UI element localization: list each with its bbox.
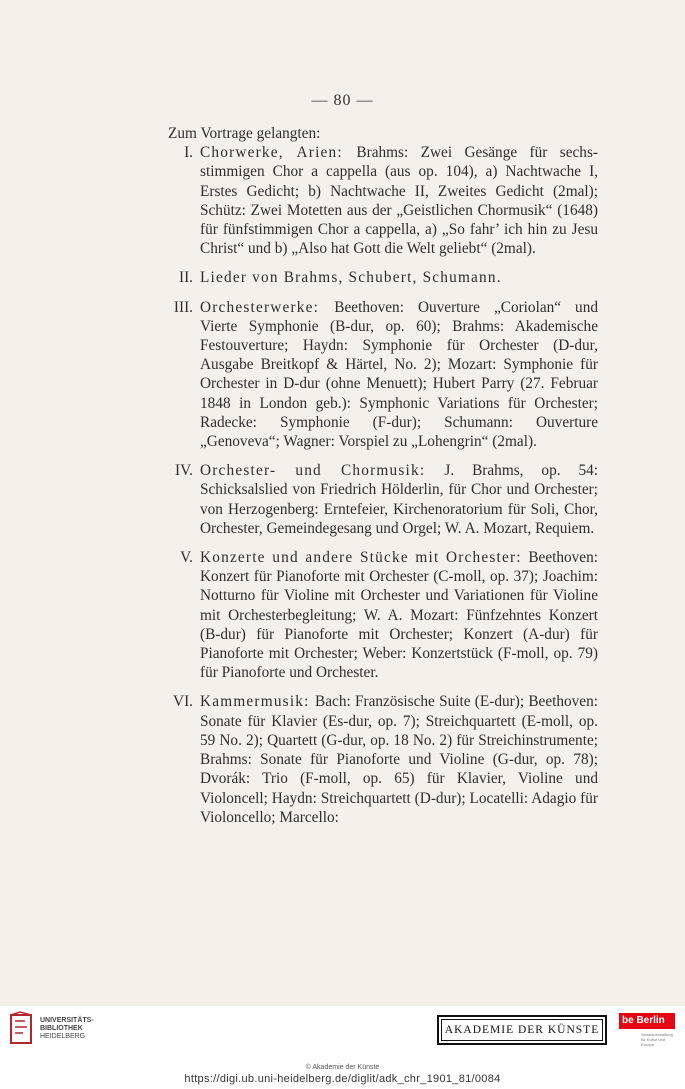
section-numeral: IV. bbox=[175, 462, 193, 480]
section-entry bbox=[140, 461, 598, 538]
intro-line: Zum Vortrage gelangten: bbox=[168, 125, 321, 142]
berlin-sub-label: Senatsverwaltung für Kultur und Europa bbox=[641, 1032, 673, 1047]
section-body: Beethoven: Ouverture „Coriolan“ und Vierte Symphonie (B-dur, op. 60); Brahms: Akademische Festouverture; Haydn: Symphonie für Orchester (D-dur, Ausgabe Breitkopf & Härtel, No. 2); Mozart: Symphonie für Orchester in D-dur (ohne Menuett); Hubert Parry (27. Februar 1848 in London geb.): Symphonic Variations für Orchester; Radecke: Symphonie (F-dur); Schumann: Ouverture „Genoveva“; Wagner: Vorspiel zu „Lohengrin“ (2mal). bbox=[200, 298, 598, 451]
berlin-senate-logo[interactable] bbox=[619, 1013, 675, 1049]
section-heading: Kammermusik: bbox=[200, 693, 316, 711]
section-entry bbox=[140, 268, 598, 287]
section-entry bbox=[140, 298, 598, 452]
section-numeral: III. bbox=[173, 298, 193, 316]
section-body: Brahms: Zwei Gesänge für sechs-stimmigen Chor a cappella (aus op. 104), a) Nachtwache I, Erstes Gedicht; b) Nachtwache II, Zweites Gedicht (2mal); Schütz: Zwei Motetten aus der „Geistlichen Chormusik“ (1648) für fünfstimmigen Chor a cappella, a) „So fahr’ ich hin zu Jesu Christ“ und b) „Also hat Gott die Welt geliebt“ (2mal). bbox=[200, 144, 598, 258]
section-entry bbox=[140, 143, 598, 258]
university-library-name[interactable] bbox=[40, 1017, 94, 1041]
section-heading: Chorwerke, Arien: bbox=[200, 144, 357, 162]
section-numeral: VI. bbox=[173, 693, 193, 711]
ub-name-line: UNIVERSITÄTS- bbox=[40, 1017, 94, 1024]
page-number: — 80 — bbox=[311, 92, 374, 109]
section-numeral: I. bbox=[184, 144, 193, 162]
copyright-notice: © Akademie der Künste bbox=[305, 1064, 380, 1071]
adk-label: AKADEMIE DER KÜNSTE bbox=[441, 1019, 603, 1041]
university-library-logo-icon[interactable] bbox=[8, 1011, 38, 1047]
akademie-der-kuenste-logo[interactable] bbox=[437, 1015, 607, 1045]
section-entry bbox=[140, 548, 598, 682]
section-heading: Lieder von Brahms, Schubert, Schumann. bbox=[200, 269, 502, 287]
ub-name-line: HEIDELBERG bbox=[40, 1033, 86, 1040]
section-numeral: V. bbox=[180, 549, 193, 567]
section-numeral: II. bbox=[178, 269, 193, 287]
permalink-url[interactable]: https://digi.ub.uni-heidelberg.de/diglit/adk_chr_1901_81/0084 bbox=[184, 1073, 501, 1085]
section-heading: Orchester- und Chormusik: bbox=[200, 462, 445, 480]
section-body: Beethoven: Konzert für Pianoforte mit Orchester (C-moll, op. 37); Joachim: Notturno für Violine mit Orchester und Variationen für Violine mit Orchesterbegleitung; W. A. Mozart: Fünfzehntes Konzert (B-dur) für Pianoforte mit Orchester; Konzert (A-dur) für Pianoforte mit Orchester; Weber: Konzertstück (F-moll, op. 79) für Pianoforte und Orchester. bbox=[200, 549, 598, 682]
berlin-label: be Berlin bbox=[619, 1013, 675, 1029]
section-entry bbox=[140, 692, 598, 826]
section-body: Bach: Französische Suite (E-dur); Beethoven: Sonate für Klavier (Es-dur, op. 7); Streichquartett (E-moll, op. 59 No. 2); Quartett (G-dur, op. 18 No. 2) für Streichinstrumente; Brahms: Sonate für Pianoforte und Violine (G-dur, op. 78); Dvorák: Trio (F-moll, op. 65) für Klavier, Violine und Violoncell; Haydn: Streichquartett (D-dur); Locatelli: Adagio für Violoncello; Marcello: bbox=[200, 693, 598, 826]
section-list bbox=[140, 143, 598, 827]
section-body: J. Brahms, op. 54: Schicksalslied von Friedrich Hölderlin, für Chor und Orchester; von Herzogenberg: Erntefeier, Kirchenoratorium für Soli, Chor, Orchester, Gemeindegesang und Orgel; W. A. Mozart, Requiem. bbox=[200, 462, 598, 537]
section-heading: Konzerte und andere Stücke mit Orchester: bbox=[200, 549, 529, 567]
ub-name-line: BIBLIOTHEK bbox=[40, 1025, 83, 1032]
program-text bbox=[140, 124, 598, 827]
section-heading: Orchesterwerke: bbox=[200, 298, 335, 316]
